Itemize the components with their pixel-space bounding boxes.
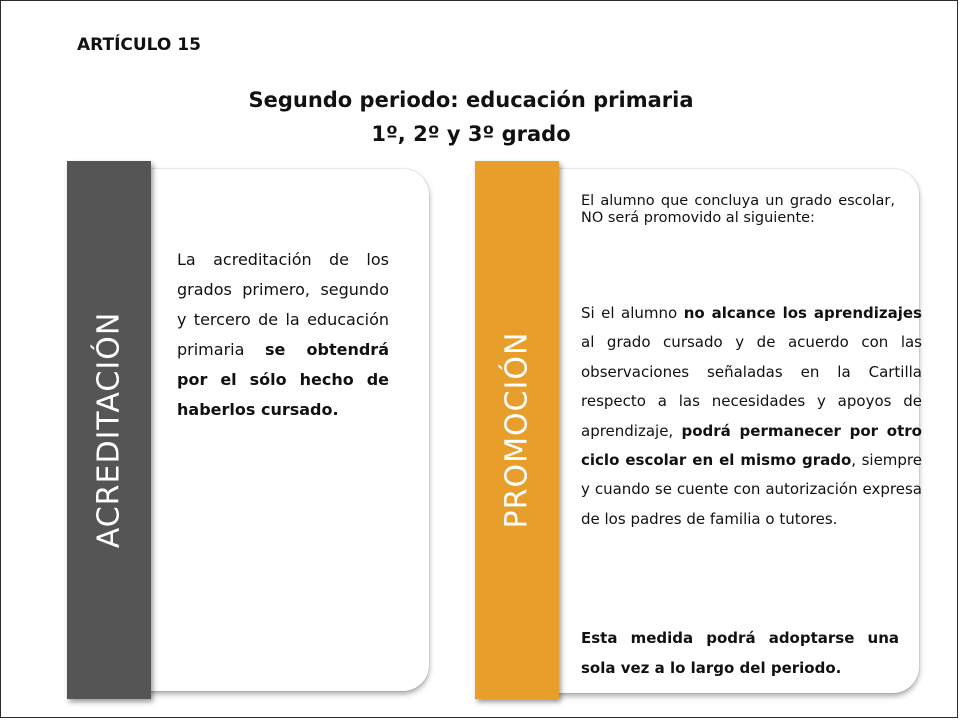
promocion-paragraph-2: Esta medida podrá adoptarse una sola vez a lo largo del periodo. <box>581 629 899 677</box>
acreditacion-text-bold: se obtendrá por el sólo hecho de haberlos cursado. <box>177 340 389 419</box>
promocion-bar-label: PROMOCIÓN <box>499 331 535 529</box>
promocion-p1-d: podrá permanecer por otro ciclo escolar en el mismo grado <box>581 421 922 470</box>
title-line-1: Segundo periodo: educación primaria <box>248 88 694 112</box>
acreditacion-bar-label: ACREDITACIÓN <box>91 311 127 549</box>
promocion-p1-a: Si el alumno <box>581 304 678 322</box>
promocion-p1-c: al grado cursado y de acuerdo con las observaciones señaladas en la Cartilla respecto a las necesidades y apoyos de aprendizaje, <box>581 333 922 440</box>
acreditacion-text-regular: La acreditación de los grados primero, segundo y tercero de la educación primaria <box>177 250 389 359</box>
title-line-2: 1º, 2º y 3º grado <box>371 122 571 146</box>
promocion-p1-e: , siempre y cuando se cuente con autorización expresa de los padres de familia o tutores. <box>581 451 922 528</box>
promocion-paragraph-1 <box>581 299 922 534</box>
article-label: ARTÍCULO 15 <box>77 35 201 55</box>
promocion-intro: El alumno que concluya un grado escolar, NO será promovido al siguiente: <box>581 193 895 226</box>
promocion-bar <box>475 161 559 699</box>
page-title <box>1 83 941 151</box>
acreditacion-bar <box>67 161 151 699</box>
promocion-p1-b: no alcance los aprendizajes <box>683 304 922 322</box>
acreditacion-text <box>177 245 389 425</box>
